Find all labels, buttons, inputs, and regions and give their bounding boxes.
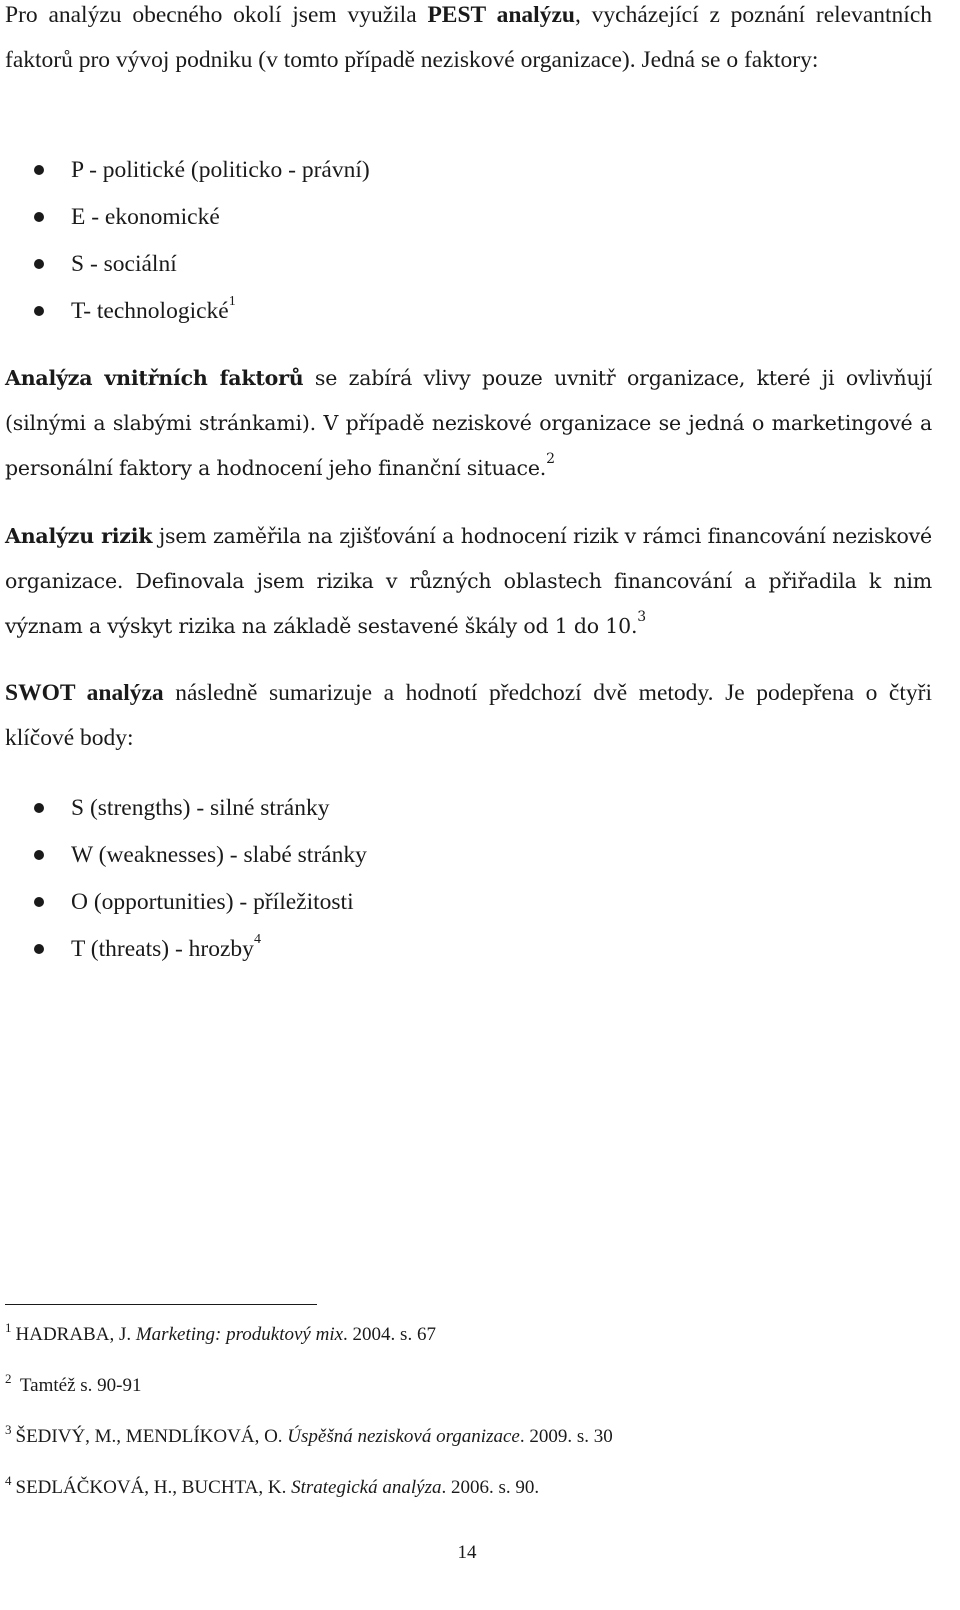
pest-factor-list xyxy=(0,147,600,335)
list-item xyxy=(0,785,600,832)
footnote-title: Úspěšná nezisková organizace xyxy=(287,1426,520,1447)
list-item-label: T- technologické xyxy=(71,298,229,324)
list-item xyxy=(0,194,600,241)
bullet-icon xyxy=(34,944,44,954)
bold-term-risk-analysis: Analýzu rizik xyxy=(5,524,153,548)
footnote-title: Strategická analýza xyxy=(291,1477,442,1498)
list-item xyxy=(0,241,600,288)
swot-point-list xyxy=(0,785,600,973)
bold-term-internal-analysis: Analýza vnitřních faktorů xyxy=(5,366,304,390)
list-item xyxy=(0,879,600,926)
footnote-3 xyxy=(5,1424,613,1451)
paragraph-risk-analysis xyxy=(5,514,932,649)
bold-term-swot: SWOT analýza xyxy=(5,680,164,706)
bullet-icon xyxy=(34,306,44,316)
list-item-text: O (opportunities) - příležitosti xyxy=(71,889,354,915)
footnote-1 xyxy=(5,1322,436,1349)
paragraph-pest-intro xyxy=(5,0,932,83)
paragraph-text: Pro analýzu obecného okolí jsem využila xyxy=(5,2,428,28)
footnote-ref: 3 xyxy=(637,609,646,626)
footnote-text: HADRABA, J. xyxy=(15,1324,136,1345)
list-item-text xyxy=(71,288,236,335)
footnote-ref: 1 xyxy=(228,294,236,310)
bullet-icon xyxy=(34,803,44,813)
footnote-number: 1 xyxy=(5,1320,12,1335)
list-item-text: S (strengths) - silné stránky xyxy=(71,795,330,821)
footnote-ref: 2 xyxy=(546,451,555,468)
footnote-text: Tamtéž s. 90-91 xyxy=(15,1375,142,1396)
paragraph-internal-factors xyxy=(5,356,932,491)
footnote-4 xyxy=(5,1475,539,1502)
list-item xyxy=(0,832,600,879)
paragraph-text: , vycházející z poznání relevantních faktorů pro vývoj podniku (v tomto případě neziskové organizace). Jedná se o faktory: xyxy=(5,2,933,73)
page-number: 14 xyxy=(457,1542,477,1563)
paragraph-text: se zabírá vlivy pouze uvnitř organizace, které ji ovlivňují (silnými a slabými stránkami). V případě neziskové organizace se jedná o marketingové a personální faktory a hodnocení jeho finanční situace. xyxy=(5,366,932,480)
list-item-text: E - ekonomické xyxy=(71,204,220,230)
footnote-title: Marketing: produktový mix xyxy=(135,1324,344,1345)
footnote-ref: 4 xyxy=(253,932,261,948)
list-item-text xyxy=(71,926,261,973)
bullet-icon xyxy=(34,212,44,222)
list-item-text: S - sociální xyxy=(71,251,177,277)
footnote-number: 4 xyxy=(5,1473,12,1488)
list-item xyxy=(0,288,600,335)
list-item-text: P - politické (politicko - právní) xyxy=(71,157,370,183)
bullet-icon xyxy=(34,259,44,269)
footnote-number: 2 xyxy=(5,1371,12,1386)
list-item-label: T (threats) - hrozby xyxy=(71,936,254,962)
paragraph-swot xyxy=(5,671,932,761)
footnote-text: . 2004. s. 67 xyxy=(343,1324,436,1345)
bullet-icon xyxy=(34,850,44,860)
footnote-separator xyxy=(5,1304,317,1305)
footnote-number: 3 xyxy=(5,1422,12,1437)
bold-term-pest: PEST analýzu xyxy=(427,2,575,28)
footnote-text: ŠEDIVÝ, M., MENDLÍKOVÁ, O. xyxy=(15,1426,288,1447)
list-item xyxy=(0,147,600,194)
paragraph-text: následně sumarizuje a hodnotí předchozí dvě metody. Je podepřena o čtyři klíčové body: xyxy=(5,680,932,751)
bullet-icon xyxy=(34,897,44,907)
list-item xyxy=(0,926,600,973)
footnote-text: SEDLÁČKOVÁ, H., BUCHTA, K. xyxy=(15,1477,292,1498)
footnote-text: . 2009. s. 30 xyxy=(519,1426,613,1447)
bullet-icon xyxy=(34,165,44,175)
list-item-text: W (weaknesses) - slabé stránky xyxy=(71,842,367,868)
footnote-2 xyxy=(5,1373,142,1400)
paragraph-text: jsem zaměřila na zjišťování a hodnocení rizik v rámci financování neziskové organizace. Definovala jsem rizika v různých oblastech financování a přiřadila k nim význam a výskyt rizika na základě sestavené škály od 1 do 10. xyxy=(5,524,932,638)
footnote-text: . 2006. s. 90. xyxy=(441,1477,540,1498)
